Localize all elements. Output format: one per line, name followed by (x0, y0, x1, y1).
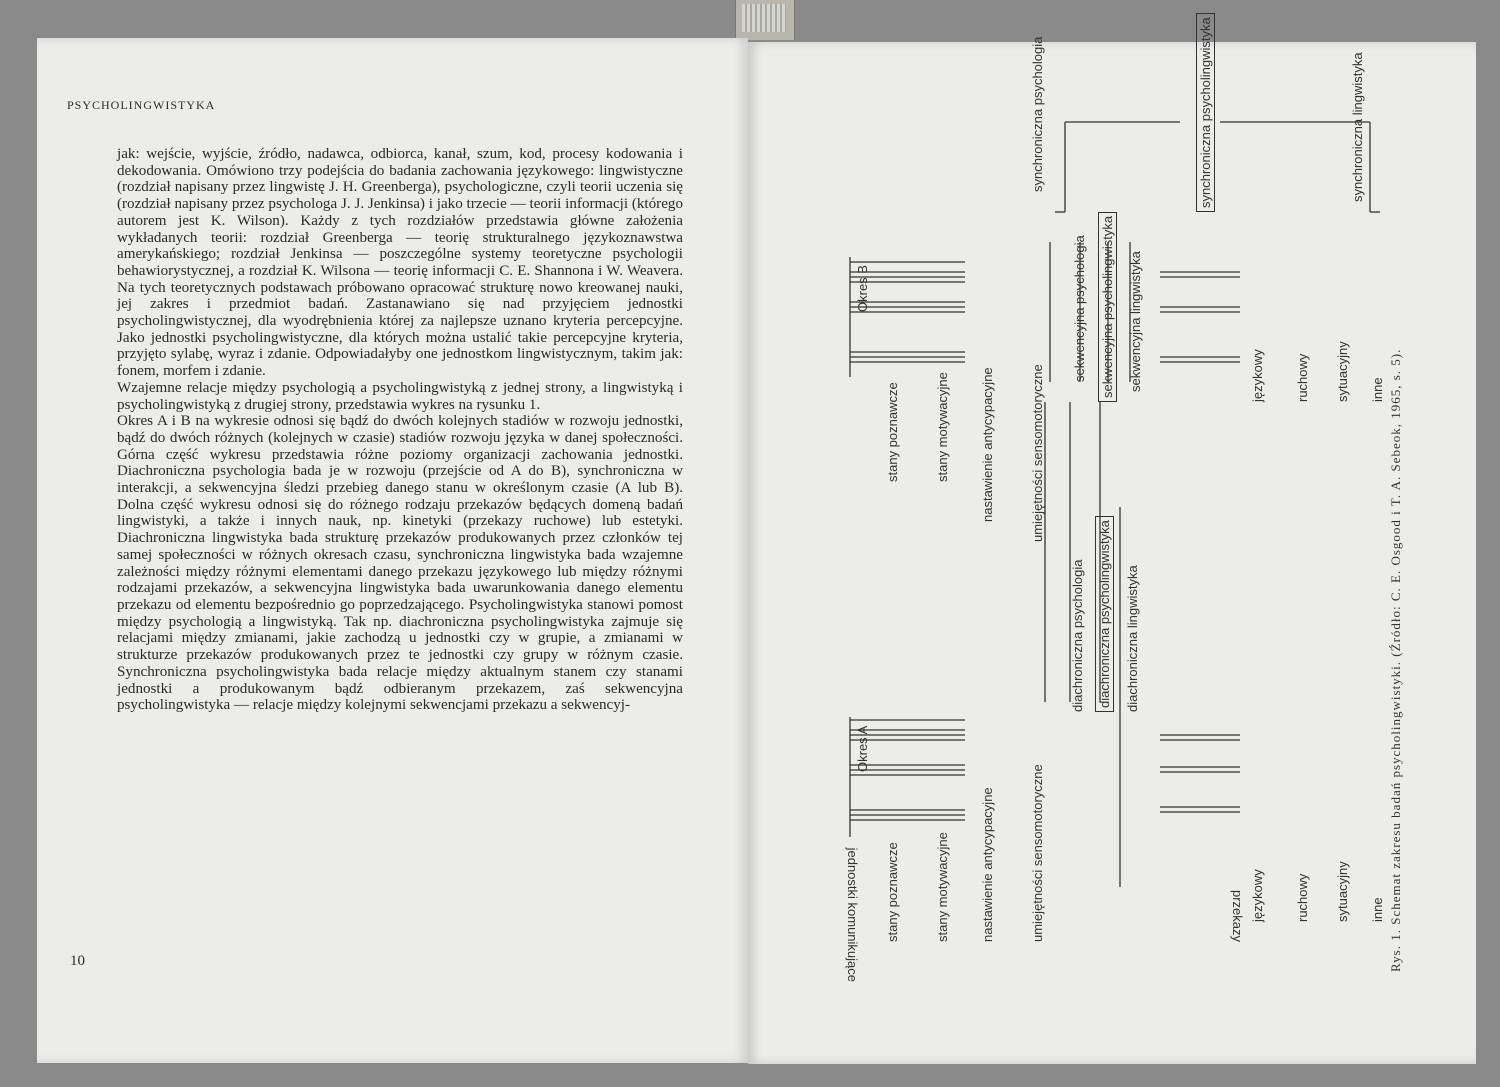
right-page (748, 17, 1476, 1064)
message-b-4: inne (1370, 377, 1385, 402)
message-b-3: sytuacyjny (1335, 341, 1350, 402)
state-b-4: umiejętności sensomotoryczne (1030, 364, 1045, 542)
figure-diagram (840, 17, 1403, 1002)
message-a-1: językowy (1250, 869, 1265, 922)
state-a-1: stany poznawcze (885, 842, 900, 942)
spine-tape (742, 4, 786, 32)
paragraph-3: Okres A i B na wykresie odnosi się bądź do dwóch kolejnych stadiów w rozwoju jednostki, bądź do dwóch różnych (kolejnych w czasie) stadiów rozwoju języka w danej społeczności. Górna część wykresu przedstawia różne poziomy organizacji zachowania jednostki. Diachroniczna psychologia bada je w rozwoju (przejście od A do B), synchroniczna w interakcji, a sekwencyjna śledzi przebieg danego stanu w określonym czasie (A lub B). Dolna część wykresu odnosi się do różnego rodzaju przekazów będących domeną badań lingwistyki, a także i innych nauk, np. kinetyki (przekazy ruchowe) lub estetyki. Diachroniczna lingwistyka bada strukturę przekazów produkowanych przez członków tej samej społeczności w różnych okresach czasu, synchroniczna lingwistyka bada wzajemne zależności między różnymi elementami danego przekazu językowego lub między różnymi rodzajami przekazów, a sekwencyjna lingwistyka bada uwarunkowania danego elementu przekazu od elementu bezpośrednio go poprzedzającego. Psycholingwistyka stanowi pomost między psychologią a lingwistyką. Tak np. diachroniczna psycholingwistyka zajmuje się relacjami między zmianami, jakie zachodzą u jednostki czy w grupie, a zmianami w strukturze przekazów produkowanych przez te jednostki czy grupy w różnym czasie. Synchroniczna psycholingwistyka bada relacje między aktualnym stanem czy stanami jednostki a produkowanym bądź odbieranym przekazem, zaś sekwencyjna psycholingwistyka — relacje między kolejnymi sekwencjami przekazu a sekwencyj- (117, 413, 683, 714)
state-b-1: stany poznawcze (885, 382, 900, 482)
left-page (37, 38, 748, 1063)
state-b-2: stany motywacyjne (935, 372, 950, 482)
diachroniczna-psychologia: diachroniczna psychologia (1070, 559, 1085, 712)
sekwencyjna-psycholingwistyka: sekwencyjna psycholingwistyka (1098, 212, 1117, 402)
body-text (117, 146, 683, 714)
synchroniczna-lingwistyka: synchroniczna lingwistyka (1350, 52, 1365, 202)
okres-b-label: Okres B (855, 265, 870, 312)
paragraph-2: Wzajemne relacje między psychologią a psycholingwistyką z jednej strony, a lingwistyką i psycholingwistyką z drugiej strony, przedstawia wykres na rysunku 1. (117, 379, 683, 413)
sekwencyjna-lingwistyka: sekwencyjna lingwistyka (1128, 251, 1143, 392)
message-b-1: językowy (1250, 349, 1265, 402)
przekazy-label: przekazy (1230, 889, 1245, 942)
state-b-3: nastawienie antycypacyjne (980, 367, 995, 522)
diagram-lines (840, 42, 1400, 1002)
okres-a-label: Okres A (855, 725, 870, 772)
message-a-3: sytuacyjny (1335, 861, 1350, 922)
sekwencyjna-psychologia: sekwencyjna psychologia (1072, 235, 1087, 382)
figure-caption: Rys. 1. Schemat zakresu badań psycholingwistyki. (Źródło: C. E. Osgood i T. A. Sebeok, 1965, s. 5). (1388, 348, 1403, 972)
message-a-4: inne (1370, 897, 1385, 922)
diachroniczna-lingwistyka: diachroniczna lingwistyka (1125, 565, 1140, 712)
state-a-4: umiejętności sensomotoryczne (1030, 764, 1045, 942)
message-b-2: ruchowy (1295, 353, 1310, 402)
paragraph-1: jak: wejście, wyjście, źródło, nadawca, odbiorca, kanał, szum, kod, procesy kodowania i dekodowania. Omówiono trzy podejścia do badania zachowania językowego: lingwistyczne (rozdział napisany przez lingwistę J. H. Greenberga), psychologiczne, czyli teorii uczenia się (rozdział napisany przez psychologa J. J. Jenkinsa) i jako trzecie — teorii informacji (którego autorem jest K. Wilson). Każdy z tych rozdziałów przedstawia główne założenia wykładanych teorii: rozdział Greenberga — teorię strukturalnego językoznawstwa amerykańskiego; rozdział Jenkinsa — poszczególne systemy teoretyczne psychologii behawiorystycznej, a rozdział K. Wilsona — teorię informacji C. E. Shannona i W. Weavera. Na tych teoretycznych podstawach próbowano opracować strukturę nowo kreowanej nauki, jej zakres i przedmiot badań. Zastanawiano się nad przyjęciem jednostki psycholingwistycznej, dla wyodrębnienia której za najlepsze uznano kryteria percepcyjne. Jako jednostki psycholingwistyczne, dla których można ustalić takie percepcyjne kryteria, przyjęto sylabę, wyraz i zdanie. Odpowiadałyby one jednostkom lingwistycznym, takim jak: fonem, morfem i zdanie. (117, 146, 683, 380)
running-head: PSYCHOLINGWISTYKA (67, 98, 216, 112)
synchroniczna-psychologia: synchroniczna psychologia (1030, 36, 1045, 192)
book-spine (735, 0, 795, 40)
state-a-2: stany motywacyjne (935, 832, 950, 942)
jednostki-label: jednostki komunikujące (845, 847, 860, 982)
diachroniczna-psycholingwistyka: diachroniczna psycholingwistyka (1095, 516, 1114, 712)
state-a-3: nastawienie antycypacyjne (980, 787, 995, 942)
page-number: 10 (70, 953, 85, 969)
message-a-2: ruchowy (1295, 873, 1310, 922)
synchroniczna-psycholingwistyka: synchroniczna psycholingwistyka (1196, 13, 1215, 212)
